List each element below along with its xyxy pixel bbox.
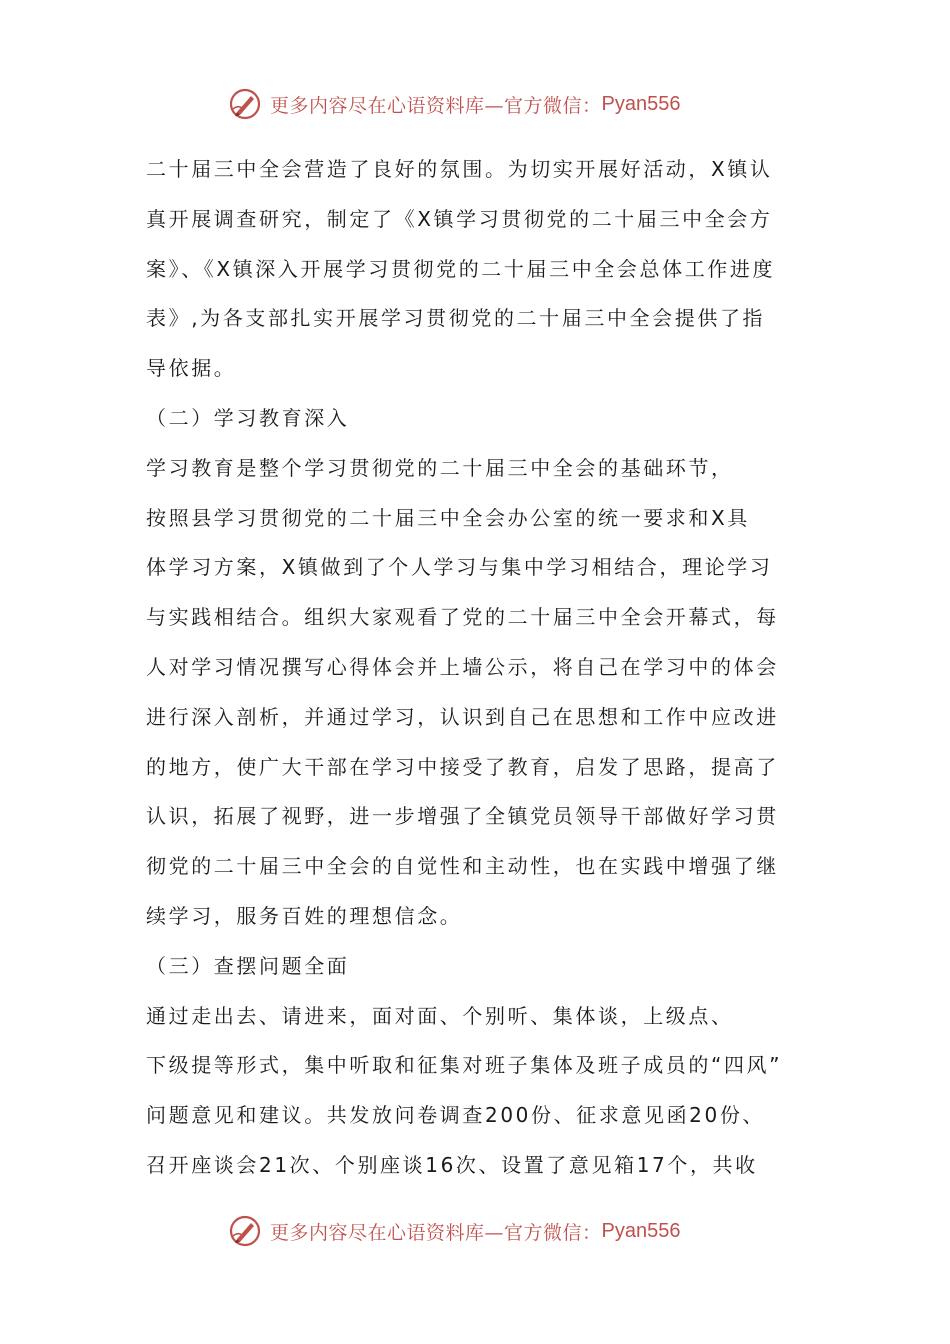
footer-watermark bbox=[228, 1211, 680, 1251]
text-line: 认识，拓展了视野，进一步增强了全镇党员领导干部做好学习贯 bbox=[146, 804, 779, 829]
text-line: 二十届三中全会营造了良好的氛围。为切实开展好活动，X镇认 bbox=[146, 157, 773, 181]
watermark-id: Pyan556 bbox=[601, 1219, 681, 1242]
watermark-id: Pyan556 bbox=[601, 92, 681, 115]
watermark-text: 更多内容尽在心语资料库—官方微信： bbox=[270, 1221, 602, 1244]
text-line: 进行深入剖析，并通过学习，认识到自己在思想和工作中应改进 bbox=[146, 704, 779, 729]
header-watermark bbox=[228, 84, 680, 124]
watermark-text: 更多内容尽在心语资料库—官方微信： bbox=[270, 94, 602, 117]
pen-logo-icon bbox=[228, 1214, 262, 1248]
text-line: 召开座谈会21次、个别座谈16次、设置了意见箱17个，共收 bbox=[146, 1152, 758, 1177]
text-line: 通过走出去、请进来，面对面、个别听、集体谈，上级点、 bbox=[146, 1003, 734, 1028]
text-line: 问题意见和建议。共发放问卷调查200份、征求意见函20份、 bbox=[146, 1103, 766, 1128]
text-line: 案》、《X镇深入开展学习贯彻党的二十届三中全会总体工作进度 bbox=[146, 256, 776, 281]
text-line: 按照县学习贯彻党的二十届三中全会办公室的统一要求和X具 bbox=[146, 505, 750, 530]
text-line: 与实践相结合。组织大家观看了党的二十届三中全会开幕式，每 bbox=[146, 605, 779, 630]
pen-logo-icon bbox=[228, 87, 262, 121]
text-line: 的地方，使广大干部在学习中接受了教育，启发了思路，提高了 bbox=[146, 754, 779, 779]
body-text bbox=[146, 145, 806, 1191]
text-line: 体学习方案，X镇做到了个人学习与集中学习相结合，理论学习 bbox=[146, 555, 773, 580]
text-line: 表》,为各支部扎实开展学习贯彻党的二十届三中全会提供了指 bbox=[146, 306, 766, 331]
text-line: 学习教育是整个学习贯彻党的二十届三中全会的基础环节， bbox=[146, 455, 734, 480]
text-line: 真开展调查研究，制定了《X镇学习贯彻党的二十届三中全会方 bbox=[146, 206, 773, 231]
text-line: 续学习，服务百姓的理想信念。 bbox=[146, 903, 463, 928]
section-heading: （二）学习教育深入 bbox=[146, 405, 350, 430]
section-heading: （三）查摆问题全面 bbox=[146, 953, 350, 978]
text-line: 人对学习情况撰写心得体会并上墙公示，将自己在学习中的体会 bbox=[146, 654, 779, 679]
text-line: 彻党的二十届三中全会的自觉性和主动性，也在实践中增强了继 bbox=[146, 854, 779, 879]
text-line: 下级提等形式，集中听取和征集对班子集体及班子成员的“四风” bbox=[146, 1053, 783, 1078]
text-line: 导依据。 bbox=[146, 356, 237, 381]
